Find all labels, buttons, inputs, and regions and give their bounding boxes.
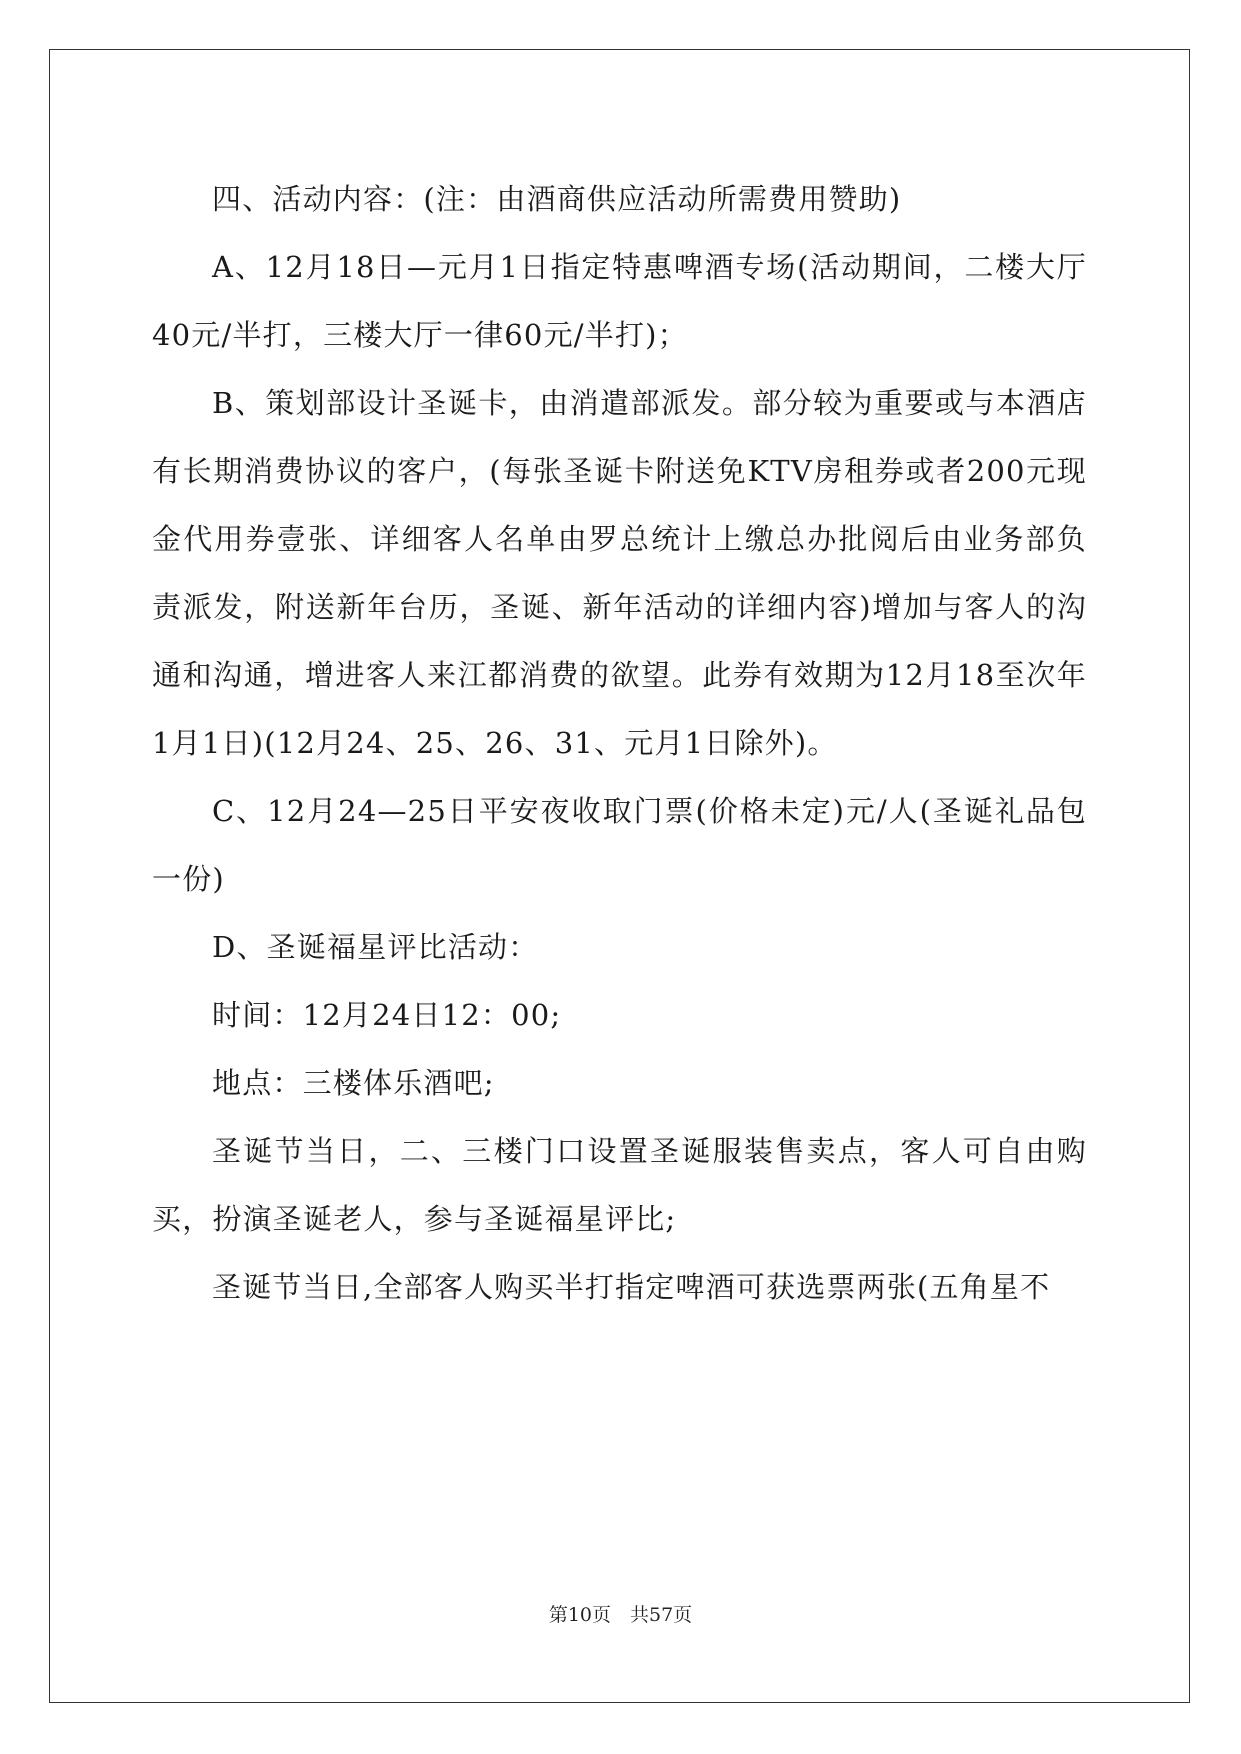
paragraph-item-c: C、12月24—25日平安夜收取门票(价格未定)元/人(圣诞礼品包一份) bbox=[152, 794, 1087, 896]
paragraph-voting: 圣诞节当日,全部客人购买半打指定啤酒可获选票两张(五角星不 bbox=[212, 1270, 1051, 1304]
paragraph-item-a: A、12月18日—元月1日指定特惠啤酒专场(活动期间，二楼大厅40元/半打，三楼大厅一律60元/半打)； bbox=[152, 250, 1087, 352]
paragraph-costume-sale: 圣诞节当日，二、三楼门口设置圣诞服装售卖点，客人可自由购买，扮演圣诞老人，参与圣诞福星评比; bbox=[152, 1134, 1087, 1236]
paragraph-item-b: B、策划部设计圣诞卡，由消遣部派发。部分较为重要或与本酒店有长期消费协议的客户，(每张圣诞卡附送免KTV房租券或者200元现金代用券壹张、详细客人名单由罗总统计上缴总办批阅后由业务部负责派发，附送新年台历，圣诞、新年活动的详细内容)增加与客人的沟通和沟通，增进客人来江都消费的欲望。此券有效期为12月18至次年1月1日)(12月24、25、26、31、元月1日除外)。 bbox=[152, 386, 1087, 760]
paragraph-time: 时间：12月24日12：00; bbox=[212, 998, 562, 1032]
paragraph-item-d: D、圣诞福星评比活动： bbox=[212, 930, 539, 964]
page-number-footer: 第10页 共57页 bbox=[548, 1604, 693, 1626]
document-body bbox=[152, 165, 1087, 1321]
paragraph-section-heading: 四、活动内容：(注：由酒商供应活动所需费用赞助) bbox=[212, 182, 902, 216]
paragraph-location: 地点：三楼体乐酒吧; bbox=[212, 1066, 495, 1100]
